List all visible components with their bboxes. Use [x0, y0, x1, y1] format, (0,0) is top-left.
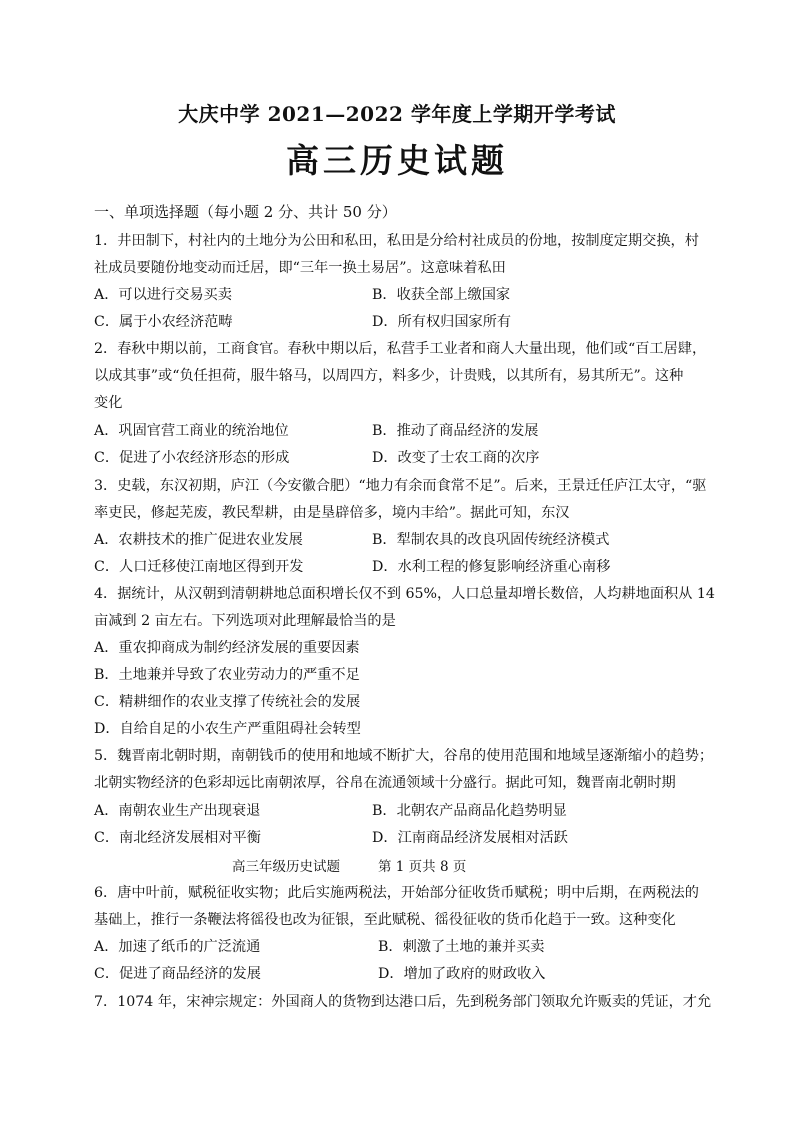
question-4-option-c: C．精耕细作的农业支撑了传统社会的发展 [94, 694, 361, 710]
question-2-option-c: C．促进了小农经济形态的形成 [94, 450, 290, 466]
question-1-option-b: B．收获全部上缴国家 [372, 287, 511, 303]
question-6-option-c: C．促进了商品经济的发展 [94, 966, 261, 982]
question-4-option-a: A．重农抑商成为制约经济发展的重要因素 [94, 640, 360, 656]
question-1-option-c: C．属于小农经济范畴 [94, 314, 233, 330]
question-5-stem-line-2: 北朝实物经济的色彩却远比南朝浓厚，谷帛在流通领域十分盛行。据此可知，魏晋南北朝时期 [94, 775, 676, 791]
question-4-stem-line-2: 亩减到 2 亩左右。下列选项对此理解最恰当的是 [94, 613, 396, 629]
question-5-option-c: C．南北经济发展相对平衡 [94, 830, 261, 846]
question-6-option-a: A．加速了纸币的广泛流通 [94, 939, 261, 955]
subject-title: 高三历史试题 [286, 141, 508, 180]
question-1-stem-line-2: 社成员要随份地变动而迁居，即“三年一换土易居”。这意味着私田 [94, 260, 506, 276]
question-6-stem-line-2: 基础上，推行一条鞭法将徭役也改为征银，至此赋税、徭役征收的货币化趋于一致。这种变化 [94, 912, 676, 928]
question-2-option-b: B．推动了商品经济的发展 [372, 423, 539, 439]
question-6-option-b: B．刺激了土地的兼并买卖 [378, 939, 545, 955]
question-3-option-b: B．犁制农具的改良巩固传统经济模式 [372, 532, 610, 548]
question-2-option-d: D．改变了士农工商的次序 [372, 450, 540, 466]
question-5-option-d: D．江南商品经济发展相对活跃 [372, 830, 568, 846]
section-heading: 一、单项选择题（每小题 2 分、共计 50 分） [94, 203, 397, 221]
question-5-stem-line-1: 5．魏晋南北朝时期，南朝钱币的使用和地域不断扩大，谷帛的使用范围和地域呈逐渐缩小的趋势； [94, 748, 714, 764]
question-1-option-d: D．所有权归国家所有 [372, 314, 512, 330]
question-4-option-d: D．自给自足的小农生产严重阻碍社会转型 [94, 721, 361, 737]
question-2-option-a: A．巩固官营工商业的统治地位 [94, 423, 289, 439]
footer-label: 高三年级历史试题 [232, 859, 340, 875]
question-2-stem-line-2: 以成其事”或“负任担荷，服牛辂马，以周四方，料多少，计贵贱，以其所有，易其所无”。这种 [94, 368, 684, 384]
question-7-stem-line-1: 7．1074 年，宋神宗规定：外国商人的货物到达港口后，先到税务部门领取允许贩卖的凭证，才允 [94, 994, 712, 1010]
question-6-option-d: D．增加了政府的财政收入 [378, 966, 546, 982]
question-6-stem-line-1: 6．唐中叶前，赋税征收实物；此后实施两税法，开始部分征收货币赋税；明中后期，在两税法的 [94, 885, 699, 901]
question-3-option-a: A．农耕技术的推广促进农业发展 [94, 532, 303, 548]
question-2-stem-line-1: 2．春秋中期以前，工商食官。春秋中期以后，私营手工业者和商人大量出现，他们或“百工居肆， [94, 341, 707, 357]
question-3-stem-line-2: 率吏民，修起芜废，教民犁耕，由是垦辟倍多，境内丰给”。据此可知，东汉 [94, 505, 570, 521]
question-3-option-d: D．水利工程的修复影响经济重心南移 [372, 559, 611, 575]
page-footer [232, 855, 466, 875]
question-3-option-c: C．人口迁移使江南地区得到开发 [94, 559, 304, 575]
question-5-option-b: B．北朝农产品商品化趋势明显 [372, 803, 567, 819]
question-4-option-b: B．土地兼并导致了农业劳动力的严重不足 [94, 667, 360, 683]
question-1-option-a: A．可以进行交易买卖 [94, 287, 232, 303]
exam-title: 大庆中学 2021—2022 学年度上学期开学考试 [178, 102, 616, 126]
question-5-option-a: A．南朝农业生产出现衰退 [94, 803, 261, 819]
question-4-stem-line-1: 4．据统计，从汉朝到清朝耕地总面积增长仅不到 65%，人口总量却增长数倍，人均耕地面积从 14 [94, 586, 715, 602]
question-1-stem-line-1: 1．井田制下，村社内的土地分为公田和私田，私田是分给村社成员的份地，按制度定期交换，村 [94, 233, 699, 249]
question-3-stem-line-1: 3．史载，东汉初期，庐江（今安徽合肥）“地力有余而食常不足”。后来，王景迁任庐江太守，“驱 [94, 478, 707, 494]
question-2-stem-line-3: 变化 [94, 395, 123, 411]
footer-page-number: 第 1 页共 8 页 [378, 859, 467, 875]
